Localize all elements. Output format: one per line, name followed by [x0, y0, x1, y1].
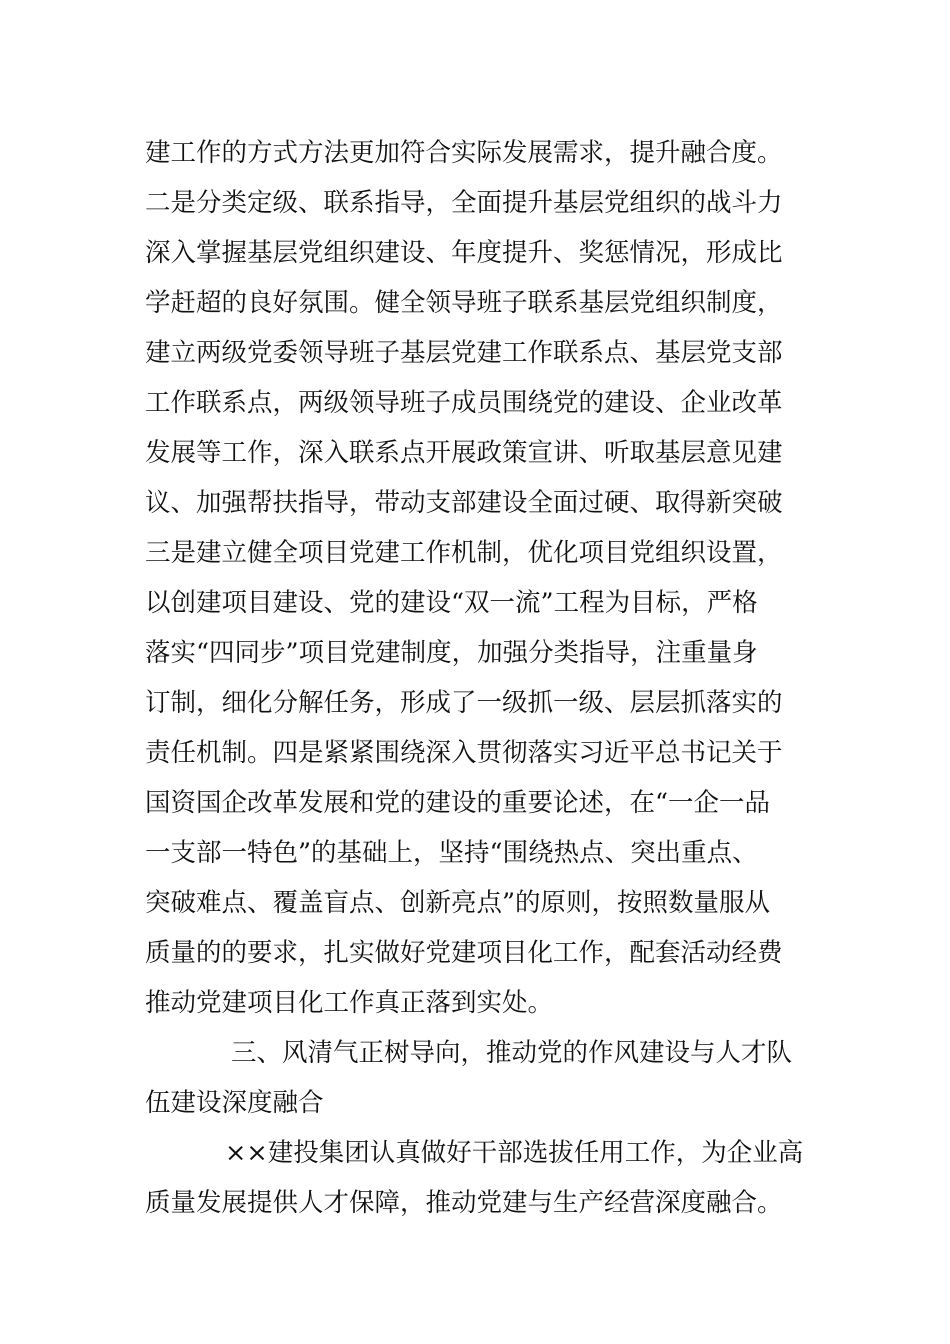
text-line: 三是建立健全项目党建工作机制，优化项目党组织设置，	[145, 538, 783, 568]
text-line: 议、加强帮扶指导，带动支部建设全面过硬、取得新突破	[145, 488, 783, 518]
text-line: 工作联系点，两级领导班子成员围绕党的建设、企业改革	[145, 388, 783, 418]
paragraph-line: 质量发展提供人才保障，推动党建与生产经营深度融合。	[145, 1188, 783, 1218]
text-line: 建工作的方式方法更加符合实际发展需求，提升融合度。	[145, 138, 783, 168]
section-heading-continuation: 伍建设深度融合	[145, 1088, 324, 1118]
text-line: 落实“四同步”项目党建制度，加强分类指导，注重量身	[145, 638, 758, 668]
text-line: 订制，细化分解任务，形成了一级抓一级、层层抓落实的	[145, 688, 783, 718]
text-line: 一支部一特色”的基础上，坚持“围绕热点、突出重点、	[145, 838, 758, 868]
text-line: 建立两级党委领导班子基层党建工作联系点、基层党支部	[145, 338, 783, 368]
text-line: 以创建项目建设、党的建设“双一流”工程为目标，严格	[145, 588, 758, 618]
text-line: 推动党建项目化工作真正落到实处。	[145, 988, 554, 1018]
text-line: 深入掌握基层党组织建设、年度提升、奖惩情况，形成比	[145, 238, 783, 268]
section-heading: 三、风清气正树导向，推动党的作风建设与人才队	[231, 1038, 793, 1068]
document-body	[145, 128, 815, 1228]
text-line: 责任机制。四是紧紧围绕深入贯彻落实习近平总书记关于	[145, 738, 783, 768]
text-line: 二是分类定级、联系指导，全面提升基层党组织的战斗力	[145, 188, 783, 218]
text-line: 国资国企改革发展和党的建设的重要论述，在“一企一品	[145, 788, 771, 818]
text-line: 学赶超的良好氛围。健全领导班子联系基层党组织制度，	[145, 288, 783, 318]
text-line: 质量的的要求，扎实做好党建项目化工作，配套活动经费	[145, 938, 783, 968]
text-line: 突破难点、覆盖盲点、创新亮点”的原则，按照数量服从	[145, 888, 771, 918]
paragraph-first-line: ××建投集团认真做好干部选拔任用工作，为企业高	[225, 1138, 804, 1168]
text-line: 发展等工作，深入联系点开展政策宣讲、听取基层意见建	[145, 438, 783, 468]
